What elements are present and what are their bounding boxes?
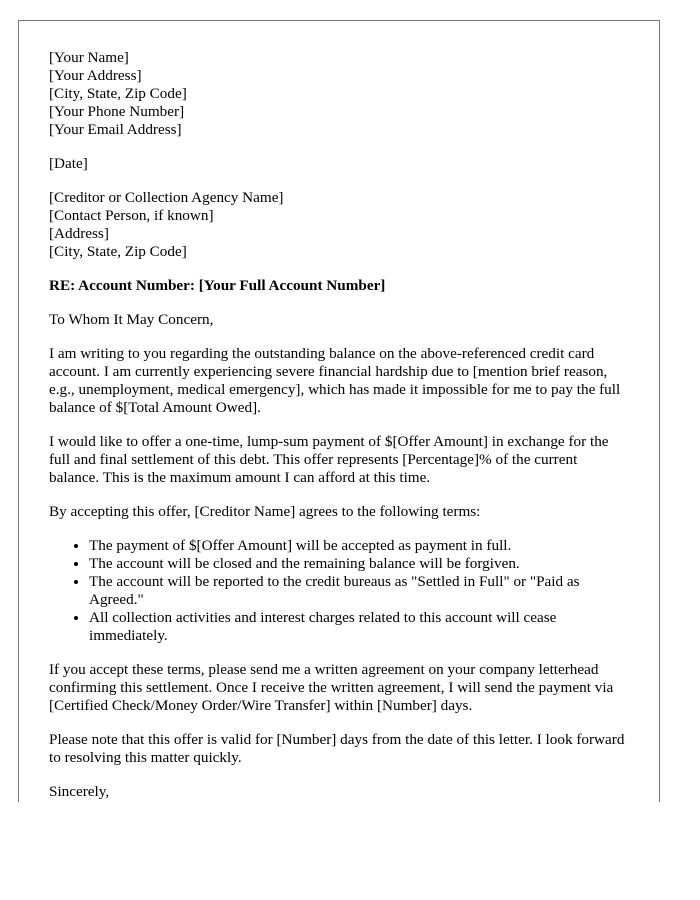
sender-name: [Your Name]: [49, 49, 129, 66]
sender-block: [49, 49, 630, 139]
salutation: To Whom It May Concern,: [49, 311, 214, 328]
recipient-address: [Address]: [49, 225, 109, 242]
terms-list: [49, 537, 630, 645]
date-block: [49, 155, 630, 173]
list-item: • The payment of $[Offer Amount] will be accepted as payment in full.: [89, 537, 630, 555]
sender-email: [Your Email Address]: [49, 121, 182, 138]
list-item: • All collection activities and interest charges related to this account will cease immediately.: [89, 609, 630, 645]
sender-phone: [Your Phone Number]: [49, 103, 185, 120]
subject-line: RE: Account Number: [Your Full Account Number]: [49, 277, 386, 294]
list-item: • The account will be reported to the credit bureaus as "Settled in Full" or "Paid as Agreed.": [89, 573, 630, 609]
sender-city-state-zip: [City, State, Zip Code]: [49, 85, 187, 102]
letter-page: [18, 20, 660, 802]
recipient-contact: [Contact Person, if known]: [49, 207, 214, 224]
paragraph-hardship: I am writing to you regarding the outstanding balance on the above-referenced credit card account. I am currently experiencing severe financial hardship due to [mention brief reason, e.g., unemployment, medical emergency], which has made it impossible for me to pay the full balance of $[Total Amount Owed].: [49, 345, 621, 416]
recipient-name: [Creditor or Collection Agency Name]: [49, 189, 284, 206]
recipient-block: [49, 189, 630, 261]
sender-address: [Your Address]: [49, 67, 142, 84]
paragraph-validity: Please note that this offer is valid for [Number] days from the date of this letter. I look forward to resolving this matter quickly.: [49, 731, 625, 766]
paragraph-terms-intro: By accepting this offer, [Creditor Name] agrees to the following terms:: [49, 503, 481, 520]
recipient-city-state-zip: [City, State, Zip Code]: [49, 243, 187, 260]
list-item: • The account will be closed and the remaining balance will be forgiven.: [89, 555, 630, 573]
paragraph-offer: I would like to offer a one-time, lump-sum payment of $[Offer Amount] in exchange for the full and final settlement of this debt. This offer represents [Percentage]% of the current balance. This is the maximum amount I can afford at this time.: [49, 433, 609, 486]
closing: Sincerely,: [49, 783, 110, 800]
letter-date: [Date]: [49, 155, 88, 172]
paragraph-agreement: If you accept these terms, please send me a written agreement on your company letterhead confirming this settlement. Once I receive the written agreement, I will send the payment via [Certified Check/Money Order/Wire Transfer] within [Number] days.: [49, 661, 614, 714]
